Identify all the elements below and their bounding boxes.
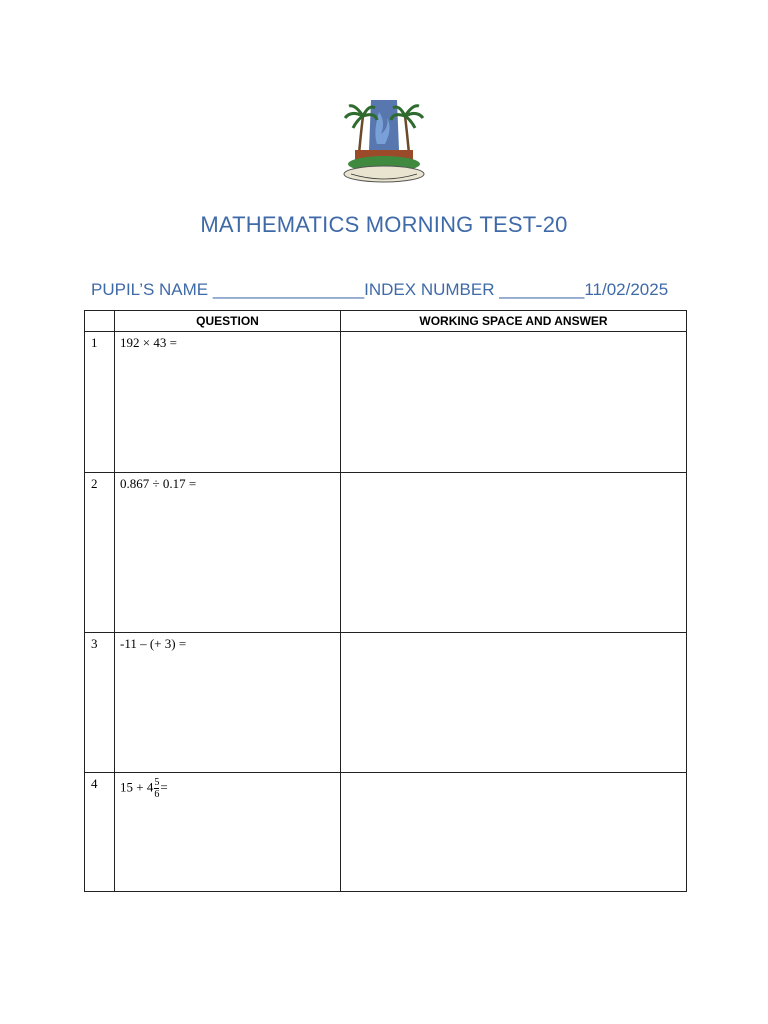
table-row (85, 633, 687, 773)
pupil-info-line (91, 280, 691, 300)
fraction-numerator: 5 (154, 777, 160, 788)
question-cell: 192 × 43 = (115, 332, 341, 473)
question-suffix: = (160, 779, 168, 795)
answer-space[interactable] (341, 633, 687, 773)
test-date: 11/02/2025 (584, 280, 669, 299)
school-crest-logo (341, 92, 427, 188)
question-cell (115, 773, 341, 892)
question-table (84, 310, 687, 892)
index-number-label: INDEX NUMBER _________ (364, 280, 585, 299)
table-header-row (85, 311, 687, 332)
pupil-name-label: PUPIL’S NAME ________________ (91, 280, 365, 299)
question-cell: 0.867 ÷ 0.17 = (115, 473, 341, 633)
row-number: 1 (85, 332, 115, 473)
question-prefix: 15 + 4 (120, 779, 154, 795)
answer-space[interactable] (341, 773, 687, 892)
header-number (85, 311, 115, 332)
table-row (85, 473, 687, 633)
table-row (85, 773, 687, 892)
answer-space[interactable] (341, 473, 687, 633)
question-cell: -11 – (+ 3) = (115, 633, 341, 773)
table-row (85, 332, 687, 473)
fraction-denominator: 6 (154, 789, 160, 800)
answer-space[interactable] (341, 332, 687, 473)
header-question: QUESTION (115, 311, 341, 332)
row-number: 2 (85, 473, 115, 633)
page-title: MATHEMATICS MORNING TEST-20 (200, 212, 568, 237)
row-number: 4 (85, 773, 115, 892)
row-number: 3 (85, 633, 115, 773)
fraction (154, 777, 159, 800)
header-working-space: WORKING SPACE AND ANSWER (341, 311, 687, 332)
